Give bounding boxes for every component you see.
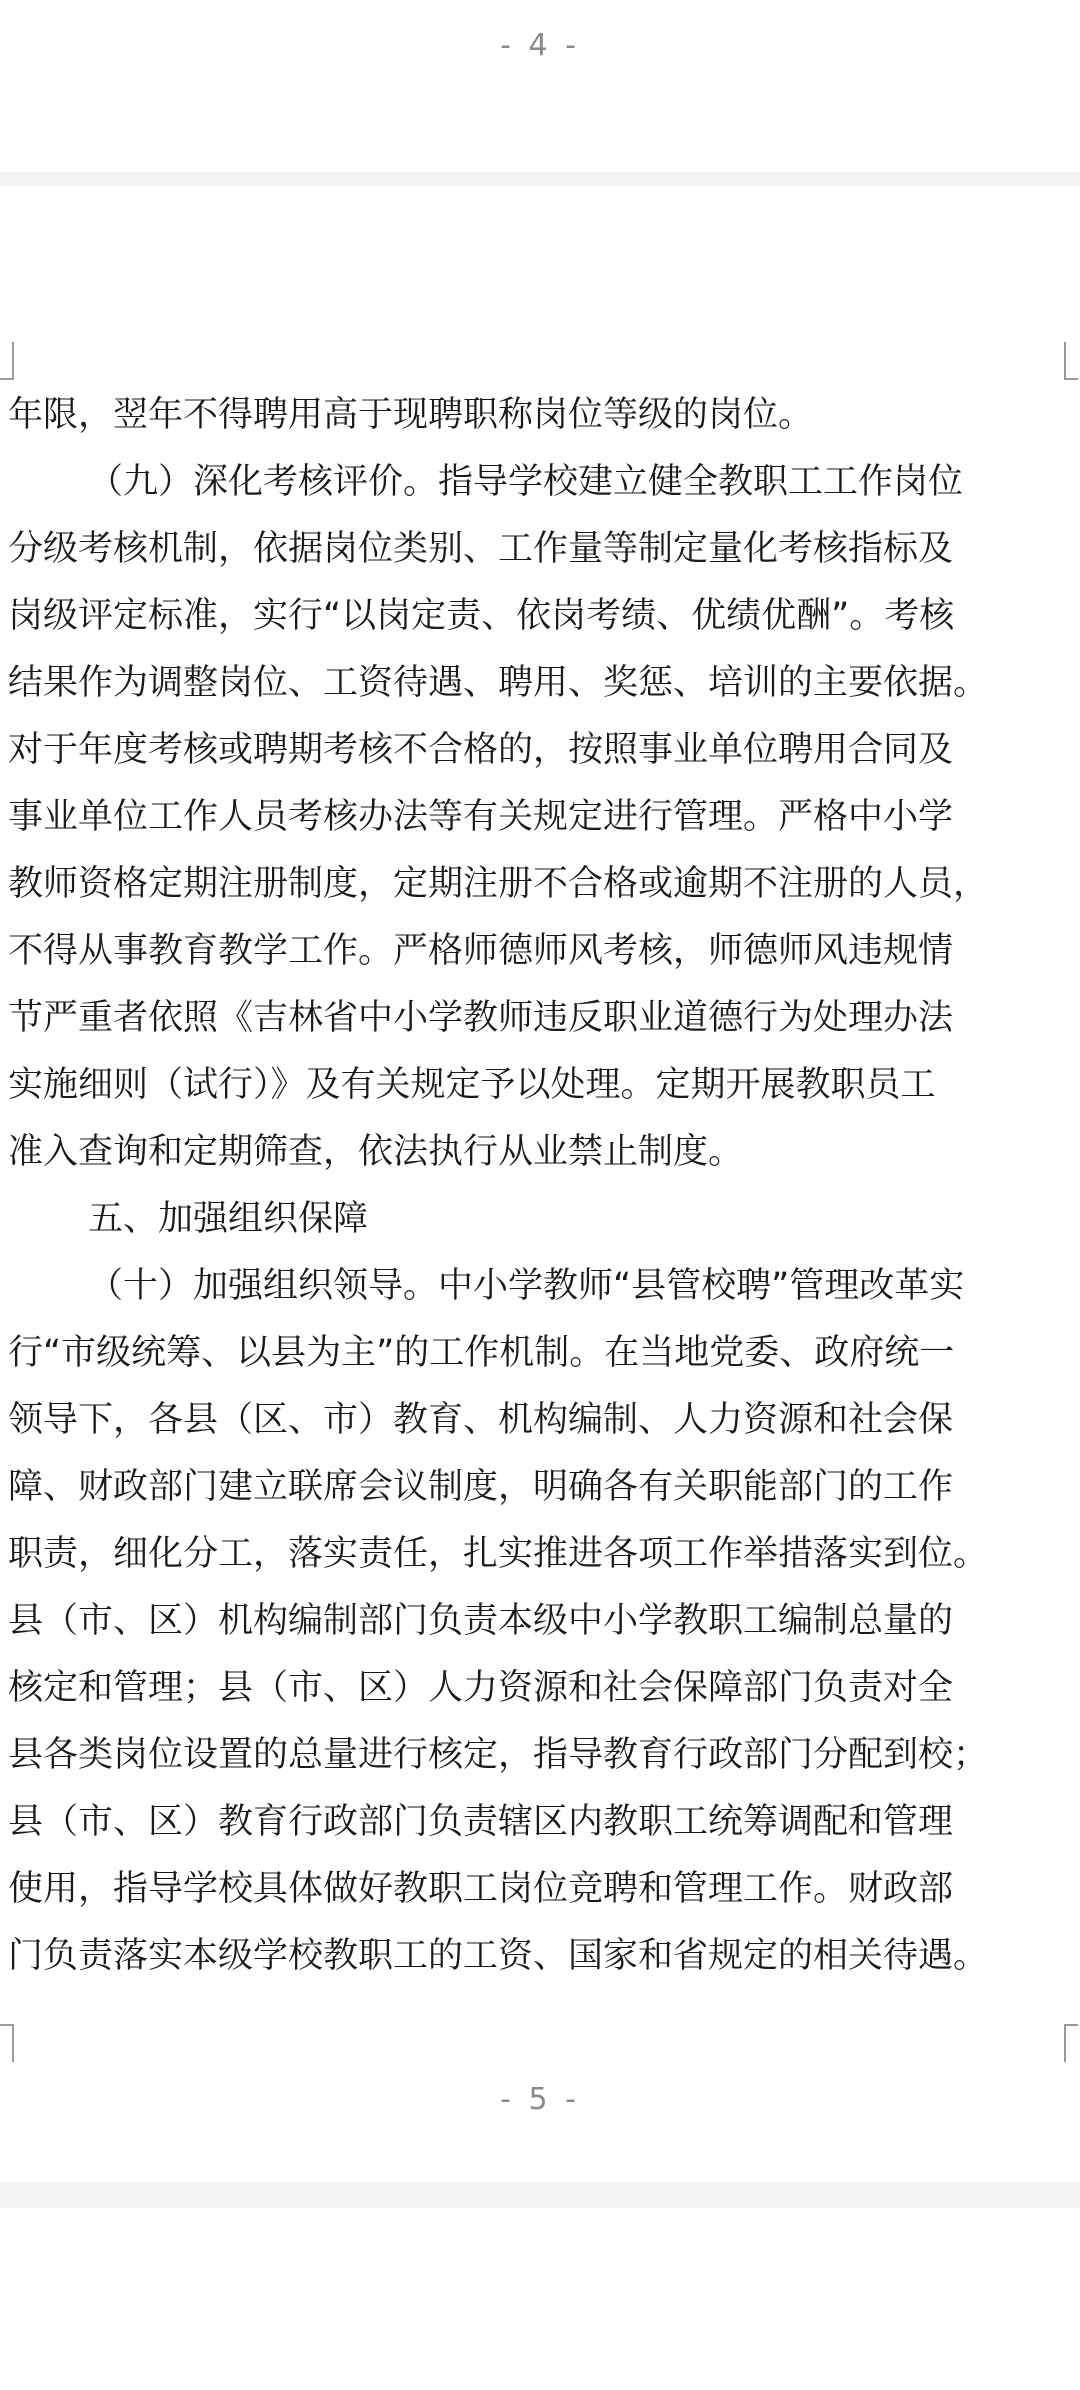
body-line: 结果作为调整岗位、工资待遇、聘用、奖惩、培训的主要依据。 xyxy=(8,663,989,703)
crop-mark-bottom-left xyxy=(0,2024,14,2062)
crop-mark-top-left xyxy=(0,342,14,380)
body-line: 分级考核机制，依据岗位类别、工作量等制定量化考核指标及 xyxy=(8,529,954,569)
previous-page xyxy=(0,0,1080,172)
body-line: 县（市、区）机构编制部门负责本级中小学教职工编制总量的 xyxy=(8,1601,954,1641)
page-number: - 5 - xyxy=(500,2082,580,2117)
next-page[interactable] xyxy=(0,2208,1080,2390)
body-line: 不得从事教育教学工作。严格师德师风考核，师德师风违规情 xyxy=(8,931,954,971)
body-line: 年限，翌年不得聘用高于现聘职称岗位等级的岗位。 xyxy=(8,395,814,435)
body-line: 职责，细化分工，落实责任，扎实推进各项工作举措落实到位。 xyxy=(8,1534,989,1574)
page-number-previous: - 4 - xyxy=(500,28,580,63)
body-line: 领导下，各县（区、市）教育、机构编制、人力资源和社会保 xyxy=(8,1400,954,1440)
section-heading: 五、加强组织保障 xyxy=(88,1199,369,1239)
body-line: （九）深化考核评价。指导学校建立健全教职工工作岗位 xyxy=(88,462,964,502)
body-line: 节严重者依照《吉林省中小学教师违反职业道德行为处理办法 xyxy=(8,998,954,1038)
body-line: 岗级评定标准，实行“以岗定责、依岗考绩、优绩优酬”。考核 xyxy=(8,596,955,636)
body-line: 事业单位工作人员考核办法等有关规定进行管理。严格中小学 xyxy=(8,797,954,837)
body-line: 核定和管理；县（市、区）人力资源和社会保障部门负责对全 xyxy=(8,1668,954,1708)
crop-mark-top-right xyxy=(1064,342,1078,380)
body-line: 行“市级统筹、以县为主”的工作机制。在当地党委、政府统一 xyxy=(8,1333,955,1373)
body-line: 县各类岗位设置的总量进行核定，指导教育行政部门分配到校； xyxy=(8,1735,989,1775)
body-line: 教师资格定期注册制度，定期注册不合格或逾期不注册的人员， xyxy=(8,864,989,904)
body-line: 实施细则（试行）》及有关规定予以处理。定期开展教职员工 xyxy=(8,1065,936,1105)
crop-mark-bottom-right xyxy=(1064,2024,1078,2062)
body-line: 对于年度考核或聘期考核不合格的，按照事业单位聘用合同及 xyxy=(8,730,954,770)
body-line: 准入查询和定期筛查，依法执行从业禁止制度。 xyxy=(8,1132,744,1172)
document-body xyxy=(8,382,1080,1990)
body-line: 使用，指导学校具体做好教职工岗位竞聘和管理工作。财政部 xyxy=(8,1869,954,1909)
body-line: 县（市、区）教育行政部门负责辖区内教职工统筹调配和管理 xyxy=(8,1802,954,1842)
body-line: 门负责落实本级学校教职工的工资、国家和省规定的相关待遇。 xyxy=(8,1936,989,1976)
body-line: 障、财政部门建立联席会议制度，明确各有关职能部门的工作 xyxy=(8,1467,954,1507)
body-line: （十）加强组织领导。中小学教师“县管校聘”管理改革实 xyxy=(88,1266,965,1306)
